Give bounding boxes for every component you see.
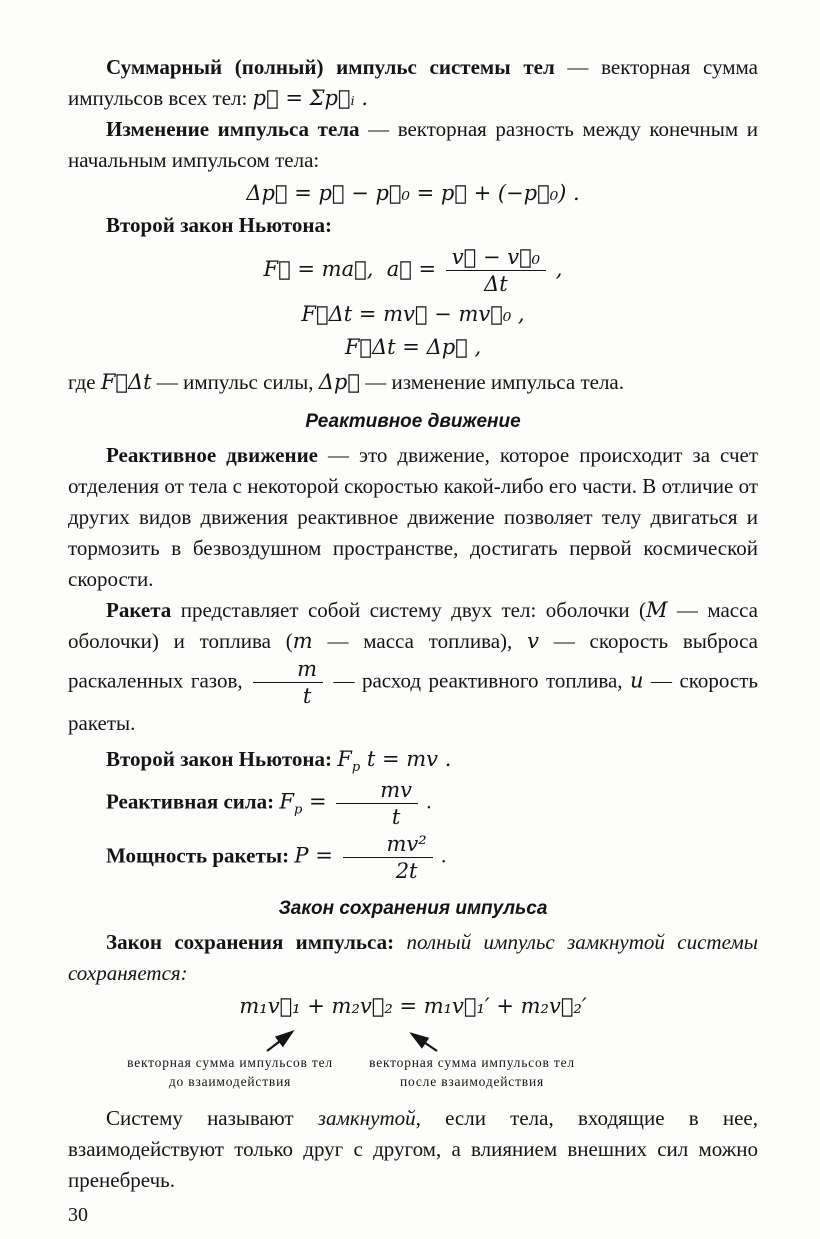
math-inline: F — [337, 747, 352, 771]
math-subscript: р — [351, 760, 361, 776]
fraction — [336, 778, 418, 829]
term-momentum-change: Изменение импульса тела — [106, 117, 360, 141]
fraction-numerator: m — [253, 657, 323, 683]
text-segment: — это движение, которое происходит за счет отделения от тела с некоторой скоростью какой-либо его части. В отличие от других видов движения реактивное движение позволяет телу двигаться и тормозить в безвоздушном пространстве, достигать первой космической скорости. — [68, 443, 758, 591]
math-inline: = — [308, 843, 340, 868]
formula-lhs: F⃗ = ma⃗, a⃗ = — [263, 257, 443, 281]
label-line: векторная сумма импульсов тел — [369, 1055, 575, 1070]
text-segment: — изменение импульса тела. — [359, 370, 625, 394]
fraction-numerator: mv — [336, 778, 418, 804]
term-newton-second-law: Второй закон Ньютона: — [106, 213, 333, 237]
arrow-right-icon — [412, 1034, 437, 1051]
paragraph-rocket-power — [68, 832, 758, 883]
paragraph-rocket — [68, 595, 758, 739]
text-segment: где — [68, 370, 101, 394]
annotation-label-before — [116, 1053, 344, 1091]
term-newton-second-law: Второй закон Ньютона: — [106, 747, 338, 771]
term-reactive-motion: Реактивное движение — [106, 443, 319, 467]
label-line: векторная сумма импульсов тел — [127, 1055, 333, 1070]
term-total-momentum: Суммарный (полный) импульс системы тел — [106, 55, 555, 79]
fraction-denominator: Δt — [484, 272, 508, 296]
text-segment: — векторная разность между конечным и начальным импульсом тела: — [68, 117, 758, 172]
text-segment: представляет собой систему двух тел: оболочки ( — [171, 598, 646, 622]
paragraph-closed-system — [68, 1103, 758, 1196]
text-segment: . — [435, 843, 447, 868]
section-heading-conservation-law: Закон сохранения импульса — [278, 898, 548, 919]
term-rocket-power: Мощность ракеты: — [106, 843, 295, 868]
fraction-denominator: t — [302, 684, 312, 708]
math-inline: m — [292, 629, 313, 653]
paragraph-newton-law-title — [68, 210, 758, 241]
formula-force-impulse: F⃗Δt = mv⃗ − mv⃗₀ , — [301, 302, 525, 326]
text-segment: Систему называют — [106, 1106, 318, 1130]
paragraph-where-definitions — [68, 367, 758, 398]
text-segment: — масса топлива), — [312, 629, 528, 653]
math-inline: = — [302, 789, 334, 814]
formula-tail: , — [549, 257, 563, 281]
annotation-arrows — [68, 1023, 756, 1055]
math-inline: M — [645, 598, 668, 622]
term-conservation-law: Закон сохранения импульса: — [106, 930, 407, 954]
text-italic: полный импульс замкнутой системы сохраняется: — [68, 930, 758, 985]
math-subscript: р — [293, 802, 303, 818]
formula-momentum-conservation: m₁v⃗₁ + m₂v⃗₂ = m₁v⃗₁′ + m₂v⃗₂′ — [239, 994, 587, 1018]
text-segment: — скорость выброса раскаленных газов, — [68, 629, 759, 693]
section-heading-reactive-motion: Реактивное движение — [305, 411, 521, 432]
text-segment: , если тела, входящие в нее, взаимодействуют только друг с другом, а влиянием внешних сил можно пренебречь. — [68, 1106, 758, 1192]
term-rocket: Ракета — [106, 598, 172, 622]
label-line: после взаимодействия — [399, 1074, 545, 1089]
paragraph-total-momentum — [68, 52, 758, 114]
fraction-denominator: 2t — [395, 859, 418, 883]
paragraph-conservation-law — [68, 927, 758, 989]
annotation-label-after — [354, 1053, 590, 1091]
paragraph-momentum-change — [68, 114, 758, 176]
label-line: до взаимодействия — [168, 1074, 292, 1089]
formula-momentum-sum: p⃗ = Σp⃗ᵢ . — [252, 86, 369, 110]
text-segment: — скорость ракеты. — [68, 668, 758, 735]
text-segment: — масса оболочки) и топлива ( — [68, 598, 758, 653]
text-segment: — импульс силы, — [151, 370, 319, 394]
fraction-numerator: mv² — [343, 832, 433, 858]
paragraph-newton-rocket — [68, 744, 758, 775]
math-inline: P — [294, 843, 309, 868]
text-segment: . — [421, 789, 432, 814]
formula-delta-p: Δp⃗ = p⃗ − p⃗₀ = p⃗ + (−p⃗₀) . — [246, 181, 580, 205]
paragraph-reactive-motion — [68, 440, 758, 595]
math-inline: Δp⃗ — [318, 370, 360, 394]
page-number: 30 — [68, 1204, 88, 1226]
fraction — [253, 657, 323, 708]
math-inline: F⃗Δt — [100, 370, 152, 394]
formula-impulse-equals-dp: F⃗Δt = Δp⃗ , — [344, 335, 482, 359]
text-segment: — векторная сумма импульсов всех тел: — [68, 55, 758, 110]
text-italic: замкнутой — [317, 1106, 416, 1130]
text-segment: — расход реактивного топлива, — [326, 668, 630, 693]
annotation-diagram — [68, 1021, 758, 1095]
math-inline: u — [630, 668, 644, 693]
math-inline: F — [279, 789, 294, 814]
term-reactive-force: Реактивная сила: — [106, 789, 280, 814]
arrow-left-icon — [267, 1032, 292, 1051]
paragraph-reactive-force — [68, 778, 758, 829]
math-inline: t = mv . — [360, 747, 452, 771]
fraction-denominator: t — [391, 805, 401, 829]
fraction — [343, 832, 433, 883]
fraction — [446, 245, 546, 296]
math-inline: v — [527, 629, 539, 653]
fraction-numerator: v⃗ − v⃗₀ — [446, 245, 546, 271]
formula-newton-acceleration — [68, 245, 758, 296]
